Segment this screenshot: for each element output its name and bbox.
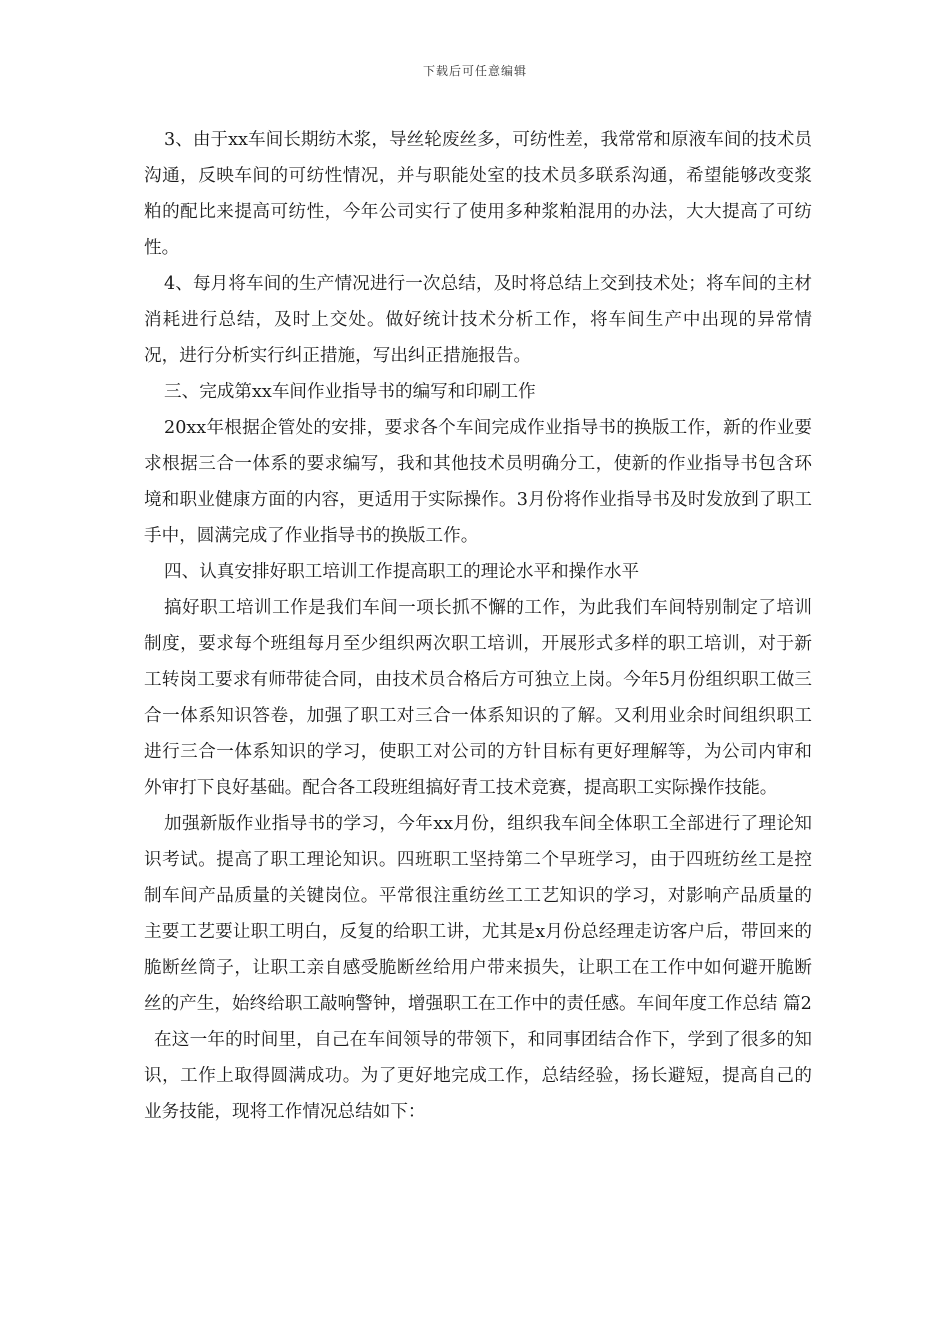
paragraph: 加强新版作业指导书的学习，今年xx月份，组织我车间全体职工全部进行了理论知识考试。提高了职工理论知识。四班职工坚持第二个早班学习，由于四班纺丝工是控制车间产品质量的关键岗位。平常很注重纺丝工工艺知识的学习，对影响产品质量的主要工艺要让职工明白，反复的给职工讲，尤其是x月份总经理走访客户后，带回来的脆断丝筒子，让职工亲自感受脆断丝给用户带来损失，让职工在工作中如何避开脆断丝的产生，始终给职工敲响警钟，增强职工在工作中的责任感。车间年度工作总结 篇2 <box>144 814 812 1014</box>
document-body <box>144 122 812 1130</box>
paragraph: 4、每月将车间的生产情况进行一次总结，及时将总结上交到技术处；将车间的主材消耗进行总结，及时上交处。做好统计技术分析工作，将车间生产中出现的异常情况，进行分析实行纠正措施，写出纠正措施报告。 <box>144 274 812 366</box>
paragraph: 在这一年的时间里，自己在车间领导的带领下，和同事团结合作下，学到了很多的知识，工作上取得圆满成功。为了更好地完成工作，总结经验，扬长避短，提高自己的业务技能，现将工作情况总结如下： <box>144 1030 812 1122</box>
page-header: 下载后可任意编辑 <box>422 64 527 78</box>
section-heading: 三、完成第xx车间作业指导书的编写和印刷工作 <box>164 382 536 402</box>
paragraph: 搞好职工培训工作是我们车间一项长抓不懈的工作，为此我们车间特别制定了培训制度，要求每个班组每月至少组织两次职工培训，开展形式多样的职工培训，对于新工转岗工要求有师带徒合同，由技术员合格后方可独立上岗。今年5月份组织职工做三合一体系知识答卷，加强了职工对三合一体系知识的了解。又利用业余时间组织职工进行三合一体系知识的学习，使职工对公司的方针目标有更好理解等，为公司内审和外审打下良好基础。配合各工段班组搞好青工技术竞赛，提高职工实际操作技能。 <box>144 598 812 798</box>
paragraph: 20xx年根据企管处的安排，要求各个车间完成作业指导书的换版工作，新的作业要求根据三合一体系的要求编写，我和其他技术员明确分工，使新的作业指导书包含环境和职业健康方面的内容，更适用于实际操作。3月份将作业指导书及时发放到了职工手中，圆满完成了作业指导书的换版工作。 <box>144 418 812 546</box>
section-heading: 四、认真安排好职工培训工作提高职工的理论水平和操作水平 <box>164 562 640 582</box>
paragraph: 3、由于xx车间长期纺木浆，导丝轮废丝多，可纺性差，我常常和原液车间的技术员沟通，反映车间的可纺性情况，并与职能处室的技术员多联系沟通，希望能够改变浆粕的配比来提高可纺性，今年公司实行了使用多种浆粕混用的办法，大大提高了可纺性。 <box>144 130 812 258</box>
